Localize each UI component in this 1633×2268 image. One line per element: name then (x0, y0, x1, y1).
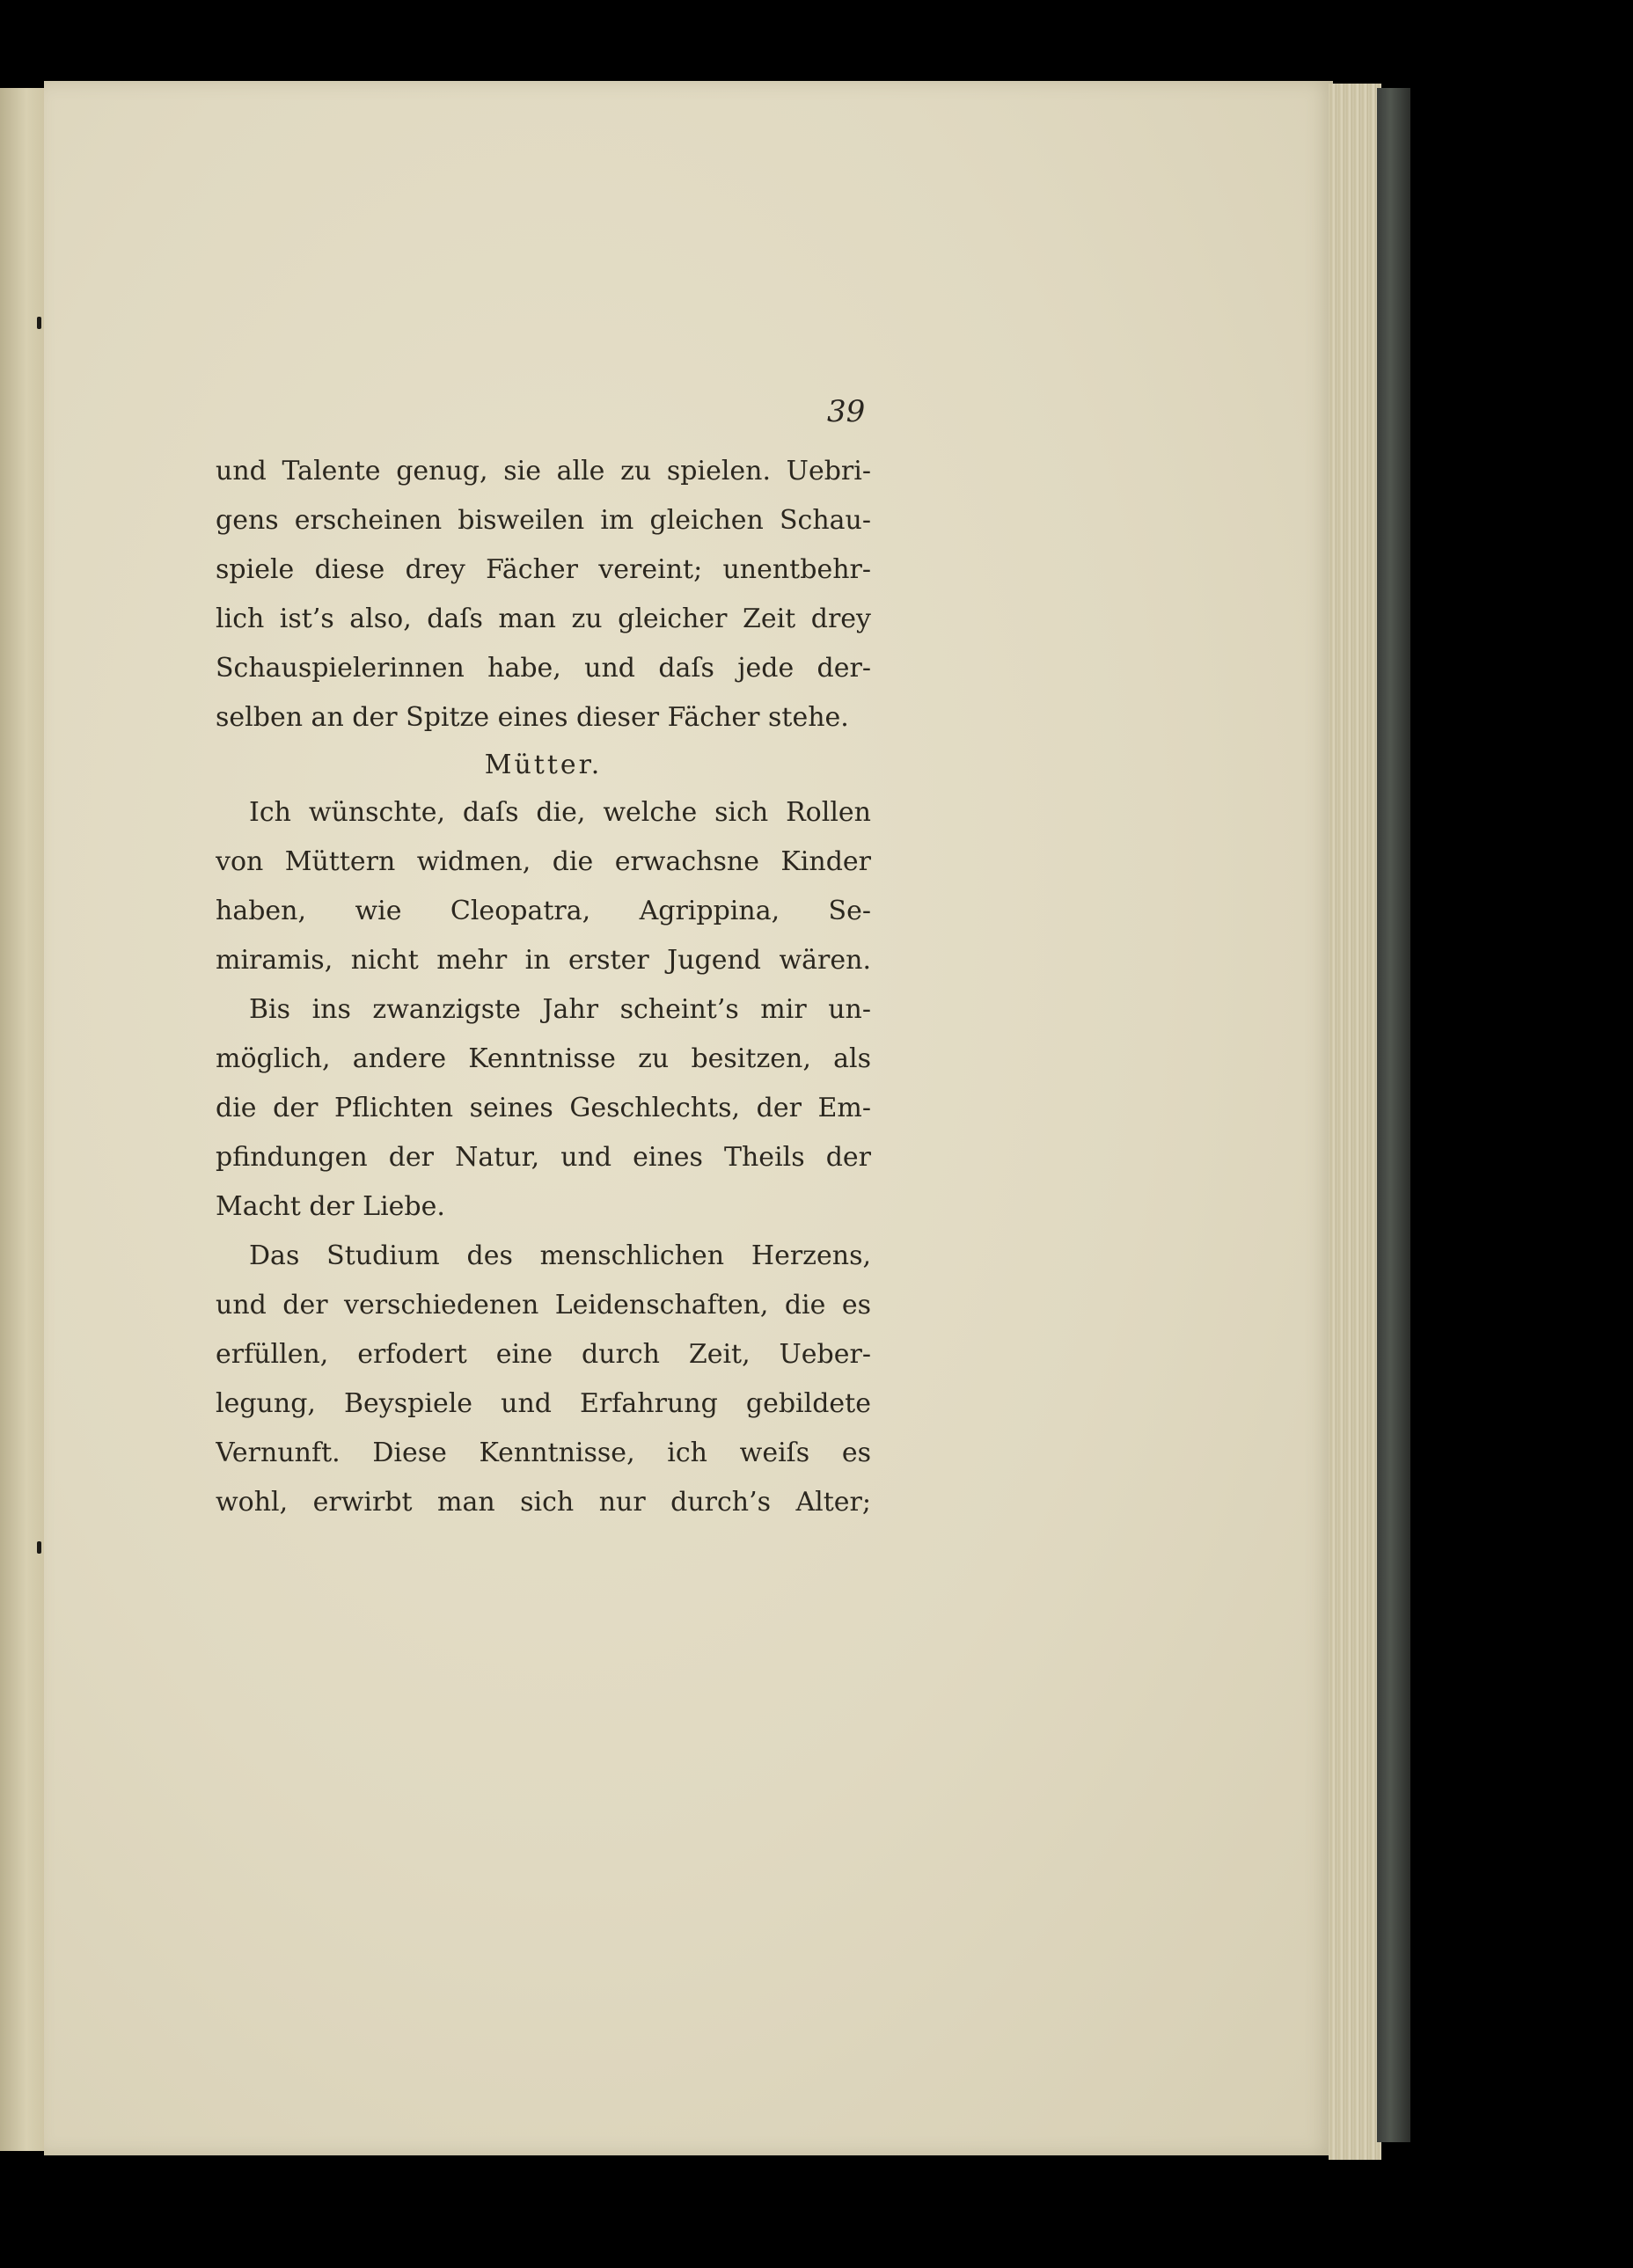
text-line: miramis, nicht mehr in erster Jugend wären. (216, 945, 871, 976)
text-line: legung, Beyspiele und Erfahrung gebildete (216, 1388, 871, 1419)
text-line: pfindungen der Natur, und eines Theils der (216, 1142, 871, 1173)
book-cover (1377, 88, 1410, 2142)
text-line: Schauspielerinnen habe, und daſs jede der- (216, 653, 871, 684)
text-line: möglich, andere Kenntnisse zu besitzen, als (216, 1043, 871, 1074)
text-line: Das Studium des menschlichen Herzens, (249, 1240, 871, 1271)
margin-mark (37, 317, 41, 329)
text-line: Ich wünschte, daſs die, welche sich Rollen (249, 797, 871, 828)
text-line: die der Pflichten seines Geschlechts, der Em- (216, 1093, 871, 1123)
margin-mark (37, 1541, 41, 1554)
text-line: lich ist’s also, daſs man zu gleicher Zeit drey (216, 604, 871, 634)
text-line: haben, wie Cleopatra, Agrippina, Se- (216, 896, 871, 926)
text-line: selben an der Spitze eines dieser Fächer stehe. (216, 702, 849, 733)
text-line: und Talente genug, sie alle zu spielen. Uebri- (216, 456, 871, 487)
text-line: Macht der Liebe. (216, 1191, 445, 1222)
text-line: Bis ins zwanzigste Jahr scheint’s mir un- (249, 994, 871, 1025)
text-line: gens erscheinen bisweilen im gleichen Schau- (216, 505, 871, 536)
text-line: von Müttern widmen, die erwachsne Kinder (216, 846, 871, 877)
page-body-text (216, 447, 871, 1527)
page-number: 39 (827, 394, 866, 429)
text-line: und der verschiedenen Leidenschaften, die es (216, 1290, 871, 1321)
text-line: spiele diese drey Fächer vereint; unentbehr- (216, 554, 871, 585)
text-line: Vernunft. Diese Kenntnisse, ich weiſs es (216, 1438, 871, 1468)
facing-page-edge (0, 88, 46, 2151)
text-line: wohl, erwirbt man sich nur durch’s Alter; (216, 1487, 871, 1518)
section-heading: Mütter. (484, 750, 603, 780)
page-fore-edge (1329, 84, 1381, 2160)
text-line: erfüllen, erfodert eine durch Zeit, Ueber- (216, 1339, 871, 1370)
